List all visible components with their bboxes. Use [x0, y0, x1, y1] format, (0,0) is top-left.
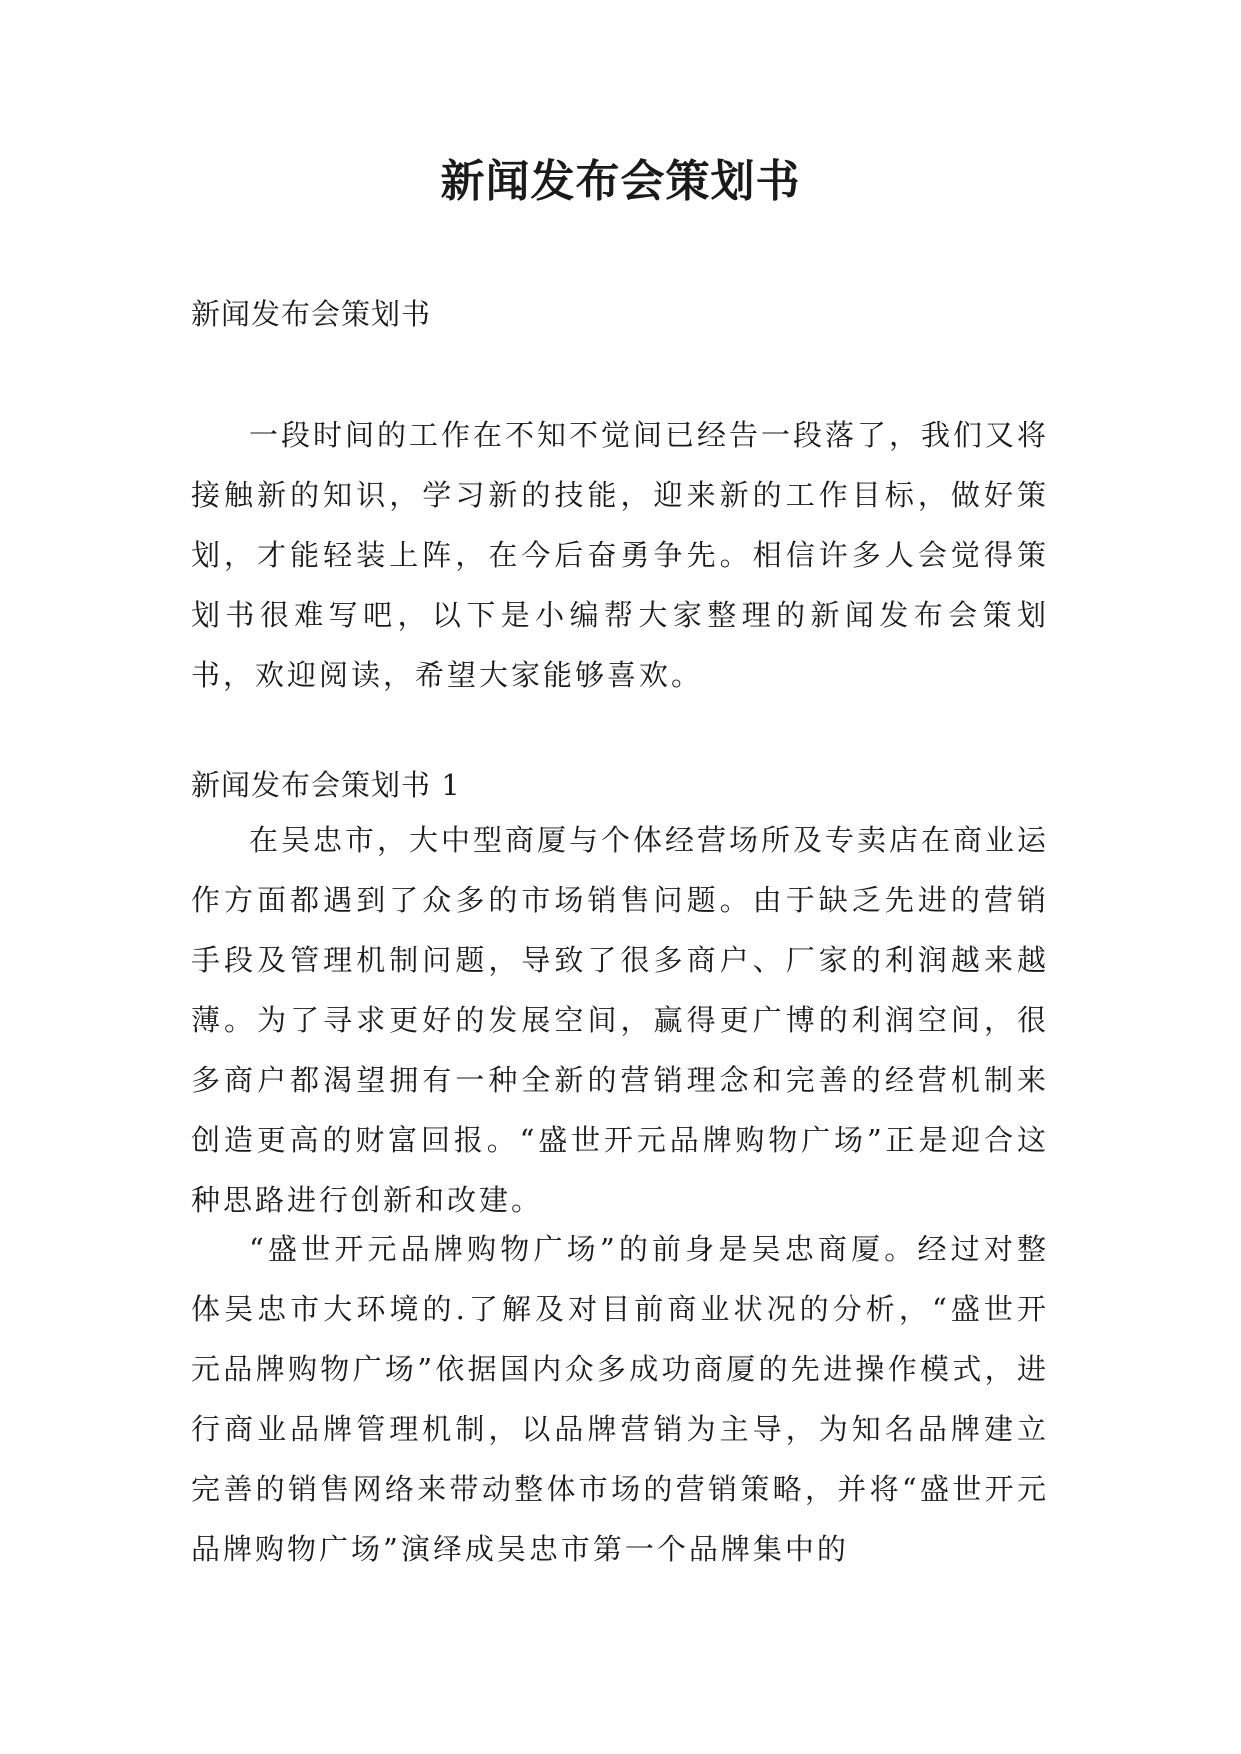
section-heading-1: 新闻发布会策划书 1 [191, 768, 461, 802]
intro-paragraph: 一段时间的工作在不知不觉间已经告一段落了，我们又将接触新的知识，学习新的技能，迎来新的工作目标，做好策划，才能轻装上阵，在今后奋勇争先。相信许多人会觉得策划书很难写吧，以下是小编帮大家整理的新闻发布会策划书，欢迎阅读，希望大家能够喜欢。 [191, 418, 1050, 692]
body-paragraph-1: 在吴忠市，大中型商厦与个体经营场所及专卖店在商业运作方面都遇到了众多的市场销售问题。由于缺乏先进的营销手段及管理机制问题，导致了很多商户、厂家的利润越来越薄。为了寻求更好的发展空间，赢得更广博的利润空间，很多商户都渴望拥有一种全新的营销理念和完善的经营机制来创造更高的财富回报。“盛世开元品牌购物广场”正是迎合这种思路进行创新和改建。 [191, 823, 1050, 1217]
document-title: 新闻发布会策划书 [440, 156, 801, 207]
body-paragraph-2: “盛世开元品牌购物广场”的前身是吴忠商厦。经过对整体吴忠市大环境的.了解及对目前商业状况的分析，“盛世开元品牌购物广场”依据国内众多成功商厦的先进操作模式，进行商业品牌管理机制，以品牌营销为主导，为知名品牌建立完善的销售网络来带动整体市场的营销策略，并将“盛世开元品牌购物广场”演绎成吴忠市第一个品牌集中的 [191, 1232, 1049, 1566]
document-subtitle: 新闻发布会策划书 [191, 297, 432, 331]
